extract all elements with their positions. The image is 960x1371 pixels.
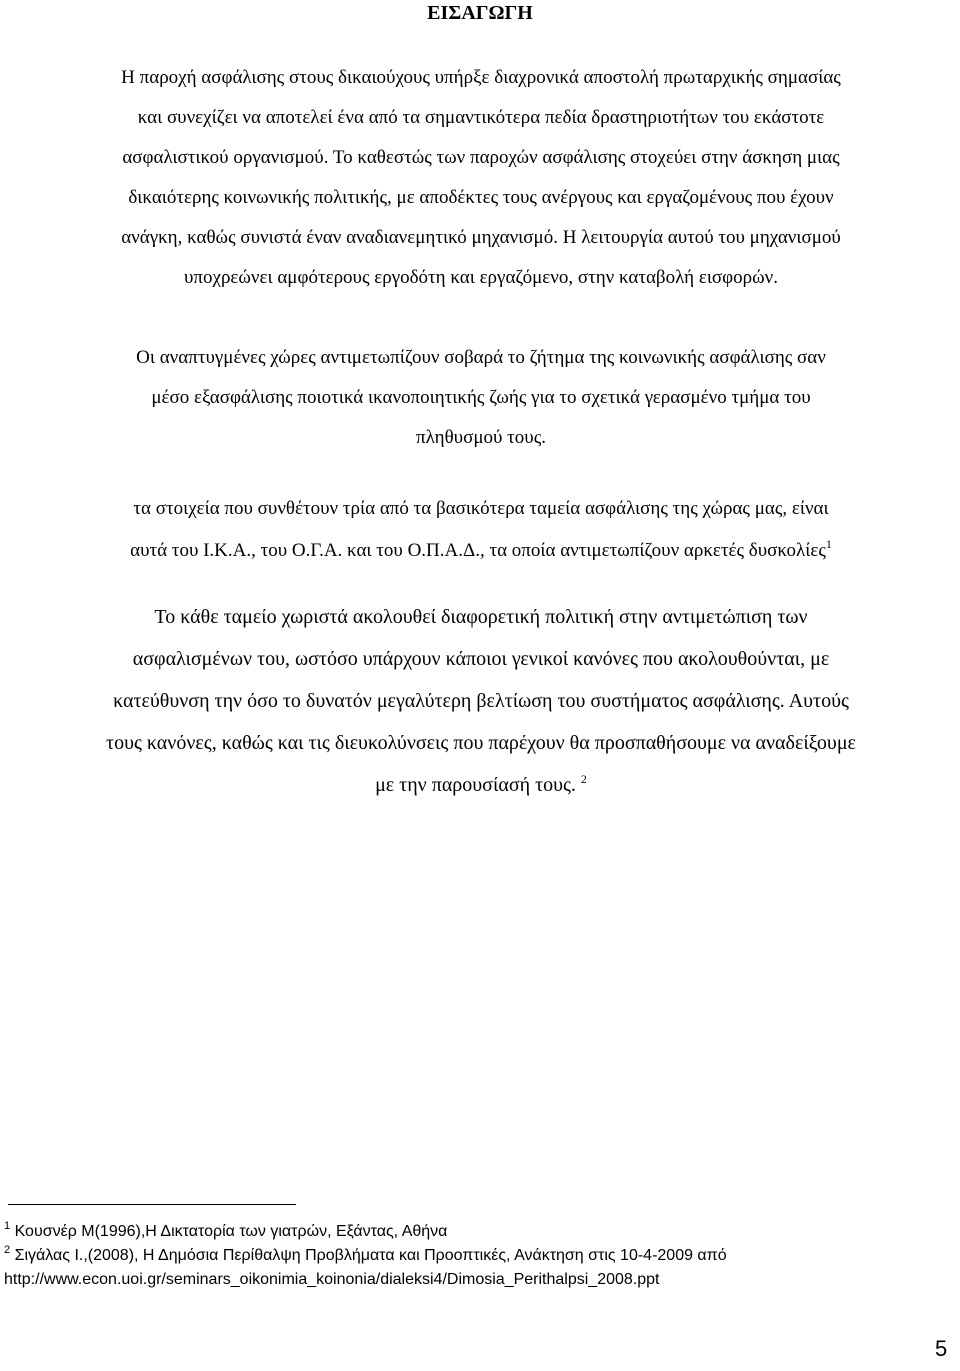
paragraph-rules [8,596,954,806]
footnote-item [4,1220,954,1244]
paragraph-line: πληθυσμού τους. [416,427,546,448]
paragraph-line: μέσο εξασφάλισης ποιοτικά ικανοποιητικής ζωής για το σχετικά γερασμένο τμήμα του [151,387,811,408]
paragraph-line-text: με την παρουσίασή τους. [375,774,576,796]
paragraph-developed-countries [8,338,954,458]
paragraph-line: ασφαλισμένων του, ωστόσο υπάρχουν κάποιοι γενικοί κανόνες που ακολουθούνται, με [132,648,830,670]
paragraph-line: τους κανόνες, καθώς και τις διευκολύνσεις που παρέχουν θα προσπαθήσουμε να αναδείξουμε [106,732,856,754]
footnote-number: 2 [4,1244,11,1256]
paragraph-line: τα στοιχεία που συνθέτουν τρία από τα βασικότερα ταμεία ασφάλισης της χώρας μας, είναι [133,498,829,519]
paragraph-funds [8,488,954,572]
page-number: 5 [935,1336,948,1361]
footnote-separator [8,1204,296,1205]
page-title: ΕΙΣΑΓΩΓΗ [427,2,533,24]
paragraph-line: ανάγκη, καθώς συνιστά έναν αναδιανεμητικό μηχανισμό. Η λειτουργία αυτού του μηχανισμού [121,227,841,248]
footnote-url-link[interactable]: http://www.econ.uoi.gr/seminars_oikonimia_koinonia/dialeksi4/Dimosia_Perithalpsi_2008.ppt [4,1271,660,1288]
footnote-reference[interactable]: 1 [825,537,832,551]
paragraph-line: δικαιότερης κοινωνικής πολιτικής, με αποδέκτες τους ανέργους και εργαζομένους που έχουν [128,187,834,208]
footnote-text: Σιγάλας Ι.,(2008), Η Δημόσια Περίθαλψη Προβλήματα και Προοπτικές, Ανάκτηση στις 10-4-2009 από [14,1247,727,1264]
paragraph-line [8,764,954,806]
paragraph-line: Το κάθε ταμείο χωριστά ακολουθεί διαφορετική πολιτική στην αντιμετώπιση των [154,606,808,628]
paragraph-line: και συνεχίζει να αποτελεί ένα από τα σημαντικότερα πεδία δραστηριοτήτων του εκάστοτε [137,107,825,128]
paragraph-line: υποχρεώνει αμφότερους εργοδότη και εργαζόμενο, στην καταβολή εισφορών. [184,267,778,288]
paragraph-line-text: αυτά του Ι.Κ.Α., του Ο.Γ.Α. και του Ο.Π.Α.Δ., τα οποία αντιμετωπίζουν αρκετές δυσκολίες [130,540,826,561]
paragraph-line: Η παροχή ασφάλισης στους δικαιούχους υπήρξε διαχρονικά αποστολή πρωταρχικής σημασίας [121,67,841,88]
paragraph-line: κατεύθυνση την όσο το δυνατόν μεγαλύτερη βελτίωση του συστήματος ασφάλισης. Αυτούς [113,690,849,712]
footnote-number: 1 [4,1220,11,1232]
paragraph-line: ασφαλιστικού οργανισμού. Το καθεστώς των παροχών ασφάλισης στοχεύει στην άσκηση μιας [122,147,840,168]
footnote-item [4,1244,954,1268]
footnotes [4,1220,954,1292]
paragraph-line: Οι αναπτυγμένες χώρες αντιμετωπίζουν σοβαρά το ζήτημα της κοινωνικής ασφάλισης σαν [136,347,826,368]
footnote-reference[interactable]: 2 [580,772,587,786]
footnote-text: Κουσνέρ Μ(1996),Η Δικτατορία των γιατρών, Εξάντας, Αθήνα [14,1223,448,1240]
paragraph-intro [8,58,954,298]
paragraph-line [8,530,954,572]
